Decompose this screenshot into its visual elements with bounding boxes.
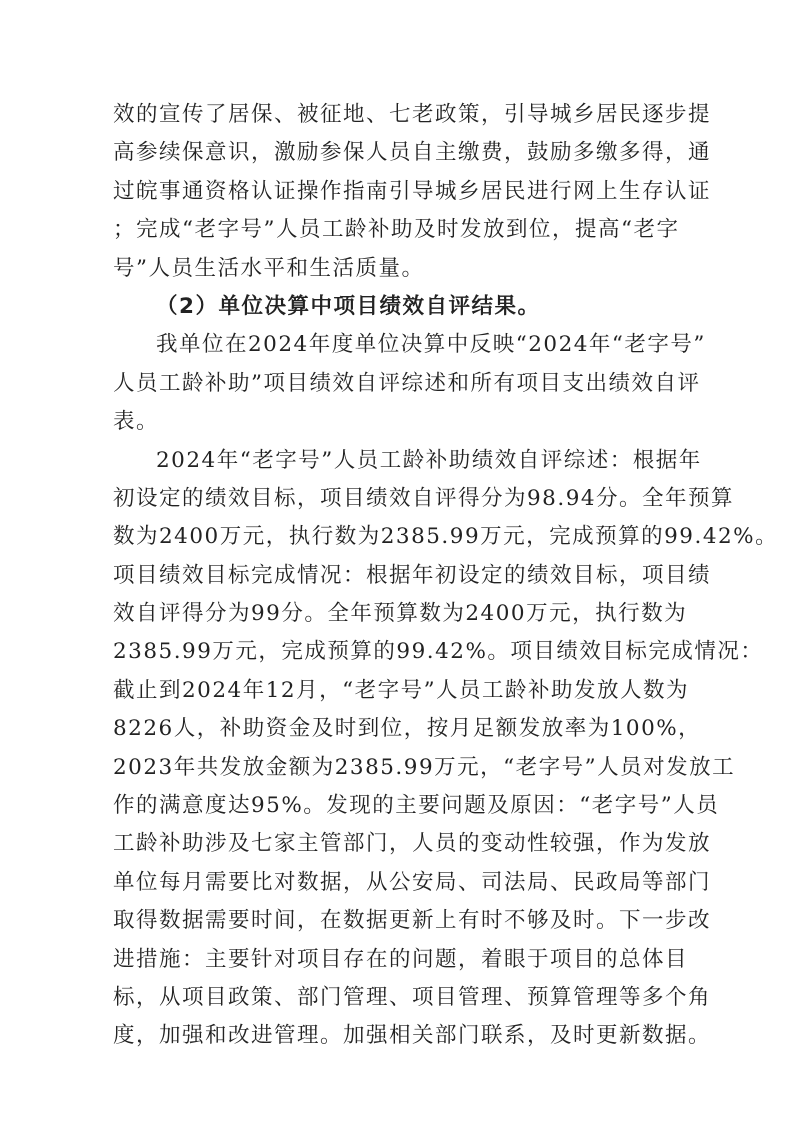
paragraph-line: 效自评得分为99分。全年预算数为2400万元，执行数为 (113, 601, 688, 627)
paragraph-line: 度，加强和改进管理。加强相关部门联系，及时更新数据。 (113, 1023, 712, 1049)
paragraph-line: 2385.99万元，完成预算的99.42%。项目绩效目标完成情况： (113, 639, 764, 665)
paragraph-line: 项目绩效目标完成情况：根据年初设定的绩效目标，项目绩 (113, 562, 712, 588)
paragraph-line: 号”人员生活水平和生活质量。 (113, 255, 425, 281)
paragraph-line: 过皖事通资格认证操作指南引导城乡居民进行网上生存认证 (113, 178, 712, 204)
paragraph-line: 截止到2024年12月，“老字号”人员工龄补助发放人数为 (113, 677, 690, 703)
paragraph-line: 进措施：主要针对项目存在的问题，着眼于项目的总体目 (113, 946, 689, 972)
paragraph-line: 取得数据需要时间，在数据更新上有时不够及时。下一步改 (113, 908, 712, 934)
document-body (113, 96, 779, 1056)
paragraph-line: 8226人，补助资金及时到位，按月足额发放率为100%， (113, 716, 702, 742)
paragraph-line: 效的宣传了居保、被征地、七老政策，引导城乡居民逐步提 (113, 102, 712, 127)
paragraph-line: 高参续保意识，激励参保人员自主缴费，鼓励多缴多得，通 (113, 140, 712, 166)
paragraph-line: 单位每月需要比对数据，从公安局、司法局、民政局等部门 (113, 869, 712, 895)
paragraph-line: 我单位在2024年度单位决算中反映“2024年“老字号” (156, 332, 706, 358)
paragraph-line: 标，从项目政策、部门管理、项目管理、预算管理等多个角 (113, 984, 712, 1010)
paragraph-line: 作的满意度达95%。发现的主要问题及原因：“老字号”人员 (113, 793, 720, 819)
paragraph-line: 工龄补助涉及七家主管部门，人员的变动性较强，作为发放 (113, 831, 712, 857)
paragraph-line: 表。 (113, 409, 160, 435)
paragraph-line: 数为2400万元，执行数为2385.99万元，完成预算的99.42%。 (113, 524, 779, 550)
paragraph-line: 2023年共发放金额为2385.99万元，“老字号”人员对发放工 (113, 754, 736, 780)
paragraph-line: 2024年“老字号”人员工龄补助绩效自评综述：根据年 (156, 447, 702, 473)
section-heading: （2）单位决算中项目绩效自评结果。 (156, 293, 541, 319)
paragraph-line: ；完成“老字号”人员工龄补助及时发放到位，提高“老字 (113, 217, 680, 243)
paragraph-line: 人员工龄补助”项目绩效自评综述和所有项目支出绩效自评 (113, 370, 701, 396)
paragraph-line: 初设定的绩效目标，项目绩效自评得分为98.94分。全年预算 (113, 485, 735, 511)
